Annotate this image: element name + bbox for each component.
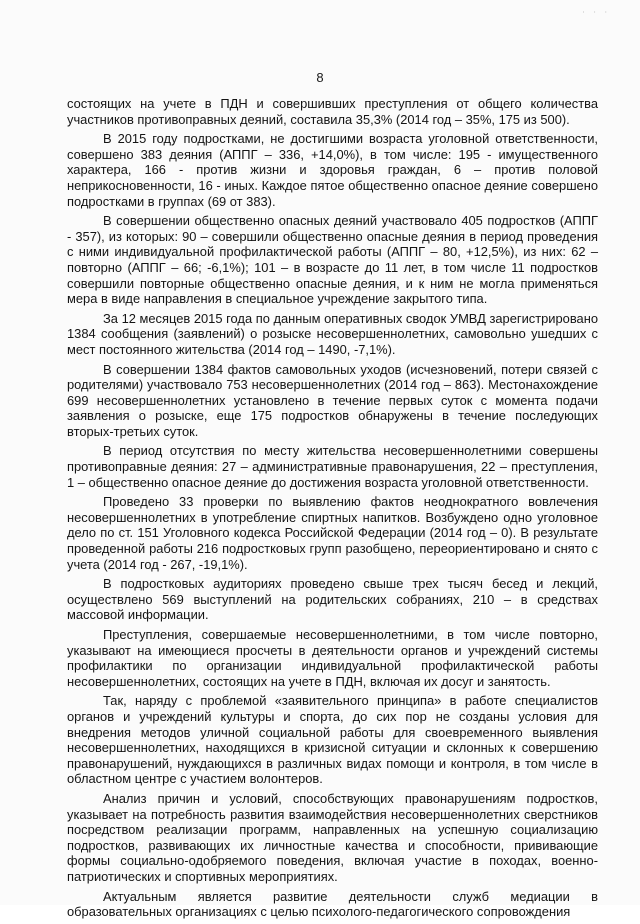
paragraph: В совершении общественно опасных деяний участвовало 405 подростков (АППГ - 357), из которых: 90 – совершили общественно опасные деяния в период проведения с ними индивидуальной профилактической работы (АППГ – 80, +12,5%), из них: 62 – повторно (АППГ – 66; -6,1%); 101 – в возрасте до 11 лет, в том числе 11 подростков совершили повторные общественно опасные деяния, и к ним не могла применяться мера в виде направления в специальное учреждение закрытого типа. — [67, 213, 598, 307]
paragraph: Так, наряду с проблемой «заявительного принципа» в работе специалистов органов и учреждений культуры и спорта, до сих пор не созданы условия для внедрения методов уличной социальной работы для своевременного выявления несовершеннолетних, находящихся в кризисной ситуации и склонных к совершению правонарушений, нуждающихся в различных видах помощи и контроля, в том числе в областном центре с участием волонтеров. — [67, 693, 598, 787]
paragraph: Анализ причин и условий, способствующих правонарушениям подростков, указывает на потребность развития взаимодействия несовершеннолетних сверстников посредством реализации программ, направленных на успешную социализацию подростков, развивающих их личностные качества и способности, прививающие формы социально-одобряемого поведения, включая участие в походах, военно-патриотических и спортивных мероприятиях. — [67, 790, 598, 884]
page-number: 8 — [316, 70, 324, 85]
paragraph: В подростковых аудиториях проведено свыше трех тысяч бесед и лекций, осуществлено 569 выступлений на родительских собраниях, 210 – в средствах массовой информации. — [67, 576, 598, 623]
paragraph: Проведено 33 проверки по выявлению фактов неоднократного вовлечения несовершеннолетних в употребление спиртных напитков. Возбуждено одно уголовное дело по ст. 151 Уголовного кодекса Российской Федерации (2014 год – 0). В результате проведенной работы 216 подростковых групп разобщено, переориентировано и снято с учета (2014 год - 267, -19,1%). — [67, 494, 598, 572]
paragraph: В 2015 году подростками, не достигшими возраста уголовной ответственности, совершено 383 деяния (АППГ – 336, +14,0%), в том числе: 195 - имущественного характера, 166 - против жизни и здоровья граждан, 6 – против половой неприкосновенности, 16 - иных. Каждое пятое общественно опасное деяние совершено подростками в группах (69 от 383). — [67, 131, 598, 209]
paragraph: В совершении 1384 фактов самовольных уходов (исчезновений, потери связей с родителями) участвовало 753 несовершеннолетних (2014 год – 863). Местонахождение 699 несовершеннолетних установлено в течение первых суток с момента подачи заявления о розыске, еще 175 подростков обнаружены в течение последующих вторых-третьих суток. — [67, 361, 598, 439]
paragraph-continuation: состоящих на учете в ПДН и совершивших преступления от общего количества участников противоправных деяний, составила 35,3% (2014 год – 35%, 175 из 500). — [67, 96, 598, 127]
paragraph: Преступления, совершаемые несовершеннолетними, в том числе повторно, указывают на имеющиеся просчеты в деятельности органов и учреждений системы профилактики по организации индивидуальной профилактической работы несовершеннолетних, состоящих на учете в ПДН, включая их досуг и занятость. — [67, 627, 598, 689]
document-body — [67, 96, 598, 924]
paragraph: За 12 месяцев 2015 года по данным оперативных сводок УМВД зарегистрировано 1384 сообщения (заявлений) о розыске несовершеннолетних, самовольно ушедших с мест постоянного жительства (2014 год – 1490, -7,1%). — [67, 310, 598, 357]
paragraph: Актуальным является развитие деятельности служб медиации в образовательных организациях с целью психолого-педагогического сопровождения — [67, 888, 598, 920]
paragraph: В период отсутствия по месту жительства несовершеннолетними совершены противоправные деяния: 27 – административные правонарушения, 22 – преступления, 1 – общественно опасное деяние до достижения возраста уголовной ответственности. — [67, 443, 598, 490]
scan-artifact-mark: · · · — [582, 8, 610, 17]
